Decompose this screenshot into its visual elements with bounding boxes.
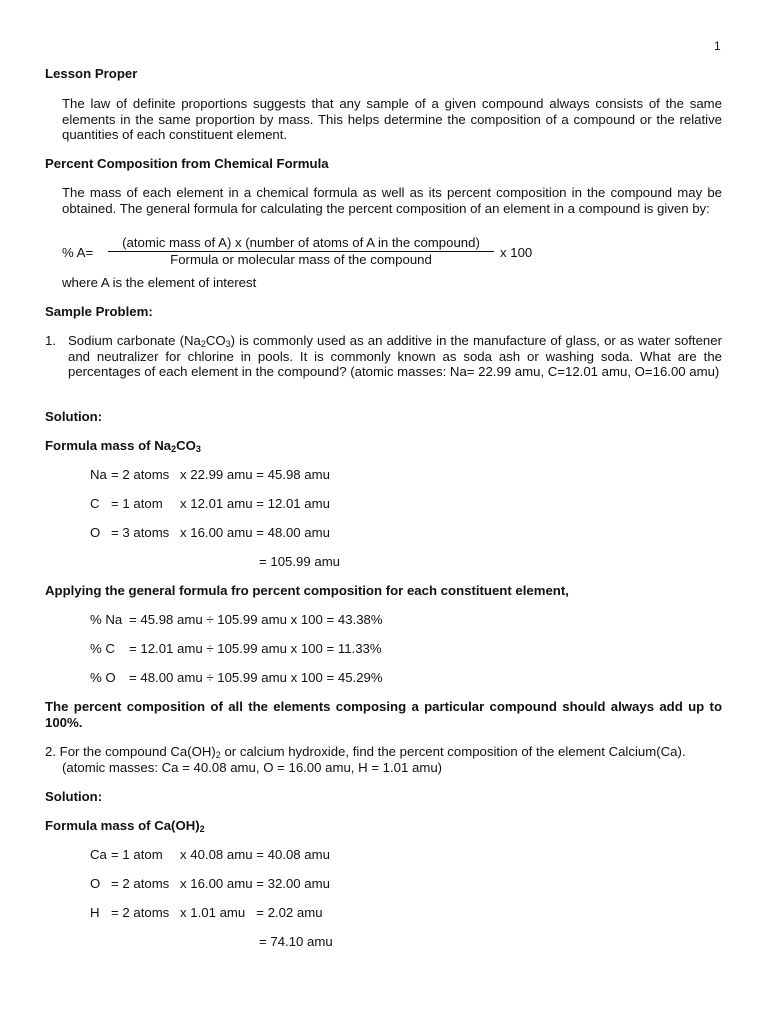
problem-1-text-b: ) is commonly used as an additive in the manufacture of glass, or as water softener and neutralizer for chlorine in pools. It is commonly known as soda ash or washing soda. What are the percentages of each element in the compound? (atomic masses: Na= 22.99 amu, C=12.01 amu, O=16.00 amu) bbox=[68, 333, 722, 379]
problem-1-formula-co: CO bbox=[205, 333, 226, 348]
calc2-rest: x 40.08 amu = 40.08 amu bbox=[180, 847, 330, 862]
calc1-eq: = 2 atoms bbox=[111, 467, 170, 482]
formula-mass-2-sub: 2 bbox=[199, 824, 205, 834]
calc2-eq: = 1 atom bbox=[111, 847, 163, 862]
calc1-rest: x 16.00 amu = 48.00 amu bbox=[180, 525, 330, 540]
heading-lesson-proper: Lesson Proper bbox=[45, 66, 138, 81]
formula-fraction bbox=[108, 235, 494, 268]
paragraph-mass-element: The mass of each element in a chemical formula as well as its percent composition in the compound may be obtained. The general formula for calculating the percent composition of an element in a compound is given by: bbox=[62, 185, 722, 216]
percent1-text: = 45.98 amu ÷ 105.99 amu x 100 = 43.38% bbox=[129, 612, 383, 627]
solution-label-2: Solution: bbox=[45, 789, 103, 804]
calc1-eq: = 1 atom bbox=[111, 496, 163, 511]
formula-denominator: Formula or molecular mass of the compound bbox=[170, 252, 432, 267]
formula-mass-1-label: Formula mass of Na bbox=[45, 438, 172, 453]
problem-2-text-b: or calcium hydroxide, find the percent composition of the element Calcium(Ca). bbox=[220, 744, 686, 759]
calc2-element: Ca bbox=[90, 847, 107, 862]
page-number: 1 bbox=[714, 39, 721, 53]
calc2-element: O bbox=[90, 876, 101, 891]
applying-heading: Applying the general formula fro percent composition for each constituent element, bbox=[45, 583, 569, 598]
percent1-label: % C bbox=[90, 641, 115, 656]
problem-1-number: 1. bbox=[45, 333, 56, 348]
calc2-rest: x 1.01 amu = 2.02 amu bbox=[180, 905, 323, 920]
formula-mass-1-sub2: 3 bbox=[195, 444, 201, 454]
calc2-rest: x 16.00 amu = 32.00 amu bbox=[180, 876, 330, 891]
problem-1-formula-sub2: 3 bbox=[225, 339, 231, 349]
percent1-text: = 12.01 amu ÷ 105.99 amu x 100 = 11.33% bbox=[129, 641, 382, 656]
paragraph-definite-proportions: The law of definite proportions suggests that any sample of a given compound always consists of the same elements in the same proportion by mass. This helps determine the composition of a compound or the relative quantities of each constituent element. bbox=[62, 96, 722, 142]
formula-mass-1-sub1: 2 bbox=[171, 444, 177, 454]
note-100-percent: The percent composition of all the elements composing a particular compound should always add up to 100%. bbox=[45, 699, 722, 730]
problem-2-sub: 2 bbox=[215, 750, 221, 760]
problem-2-text-a: 2. For the compound Ca(OH) bbox=[45, 744, 216, 759]
formula-numerator: (atomic mass of A) x (number of atoms of A in the compound) bbox=[122, 235, 480, 250]
problem-1-formula-na: Na bbox=[184, 333, 201, 348]
calc1-element: Na bbox=[90, 467, 107, 482]
calc2-total: = 74.10 amu bbox=[259, 934, 333, 949]
calc1-element: C bbox=[90, 496, 100, 511]
calc2-element: H bbox=[90, 905, 100, 920]
calc2-eq: = 2 atoms bbox=[111, 905, 170, 920]
problem-2-line-1 bbox=[45, 744, 686, 760]
formula-mass-2-label: Formula mass of Ca(OH) bbox=[45, 818, 200, 833]
formula-mass-heading-2 bbox=[45, 818, 205, 834]
problem-2-line-2: (atomic masses: Ca = 40.08 amu, O = 16.00 amu, H = 1.01 amu) bbox=[62, 760, 443, 775]
heading-sample-problem: Sample Problem: bbox=[45, 304, 153, 319]
calc1-rest: x 22.99 amu = 45.98 amu bbox=[180, 467, 330, 482]
percent1-label: % O bbox=[90, 670, 116, 685]
calc1-total: = 105.99 amu bbox=[259, 554, 341, 569]
percent1-text: = 48.00 amu ÷ 105.99 amu x 100 = 45.29% bbox=[129, 670, 383, 685]
formula-multiplier: x 100 bbox=[500, 245, 533, 260]
problem-1-text-a: Sodium carbonate ( bbox=[68, 333, 184, 348]
percent1-label: % Na bbox=[90, 612, 123, 627]
where-text: where A is the element of interest bbox=[62, 275, 257, 290]
formula-lhs: % A= bbox=[62, 245, 94, 260]
problem-1-formula-sub1: 2 bbox=[200, 339, 206, 349]
heading-percent-composition: Percent Composition from Chemical Formula bbox=[45, 156, 329, 171]
calc1-eq: = 3 atoms bbox=[111, 525, 170, 540]
calc1-element: O bbox=[90, 525, 101, 540]
formula-mass-heading-1 bbox=[45, 438, 201, 454]
formula-mass-1-mid: CO bbox=[176, 438, 196, 453]
problem-1-text bbox=[68, 333, 722, 380]
calc1-rest: x 12.01 amu = 12.01 amu bbox=[180, 496, 330, 511]
calc2-eq: = 2 atoms bbox=[111, 876, 170, 891]
solution-label-1: Solution: bbox=[45, 409, 103, 424]
